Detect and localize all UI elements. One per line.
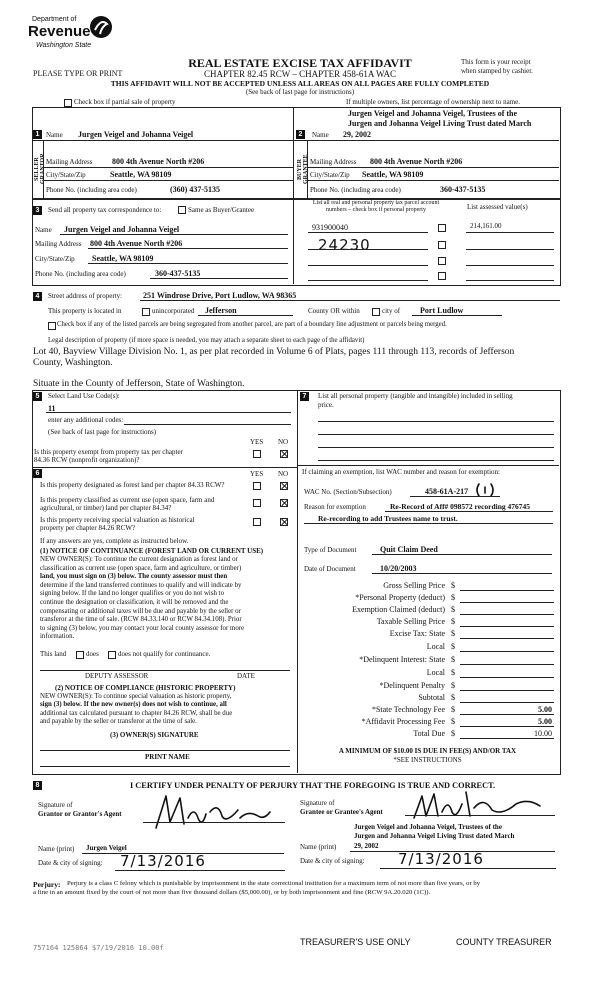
notice-continuance-text: NEW OWNER(S): To continue the current designation as forest land or classification as current use (open space, farm and agriculture, or timber) land, you must sign on (3) below. The county assessor must then determine if the land transferred continues to qualify and will indicate by signing below. If the land no longer qualifies or you do not wish to continue the designation or classification, it will be removed and the compensating or additional taxes will be due and payable by the seller or transferor at the time of sale. (RCW 84.33.140 or RCW 84.34.108). Prior to signing (3) below, you may contact your local county assessor for more information. bbox=[40, 556, 245, 641]
dollar-sign: $ bbox=[451, 617, 455, 626]
perjury-text-2: a fine in an amount fixed by the court of not more than five thousand dollars ($5,000.00), or by both imprisonment and fine (RCW 9A.20.020 (1C)). bbox=[33, 889, 431, 896]
section-3-badge: 3 bbox=[33, 206, 42, 215]
dollar-sign: $ bbox=[451, 729, 455, 738]
fee-label: Exemption Claimed (deduct) bbox=[352, 605, 445, 614]
historic-yes-checkbox[interactable] bbox=[253, 518, 261, 526]
legal-description-1[interactable]: Lot 40, Bayview Village Division No. 1, as per plat recorded in Volume 6 of Plats, pages 111 through 113, records of Jefferson bbox=[33, 347, 515, 357]
historic-question-2: property per chapter 84.26 RCW? bbox=[40, 524, 136, 532]
certify-statement: I CERTIFY UNDER PENALTY OF PERJURY THAT THE FOREGOING IS TRUE AND CORRECT. bbox=[130, 781, 496, 790]
tax-corr-city[interactable]: Seattle, WA 98109 bbox=[92, 254, 154, 263]
tax-corr-label: Send all property tax correspondence to: bbox=[48, 206, 162, 214]
receipt-note-2: when stamped by cashier. bbox=[461, 67, 533, 75]
buyer-city-label: City/State/Zip bbox=[310, 171, 350, 179]
wac-number[interactable]: 458-61A-217 bbox=[425, 487, 469, 496]
historic-question-1: Is this property receiving special valuation as historical bbox=[40, 516, 195, 524]
fee-label: Local bbox=[426, 668, 445, 677]
partial-sale-checkbox[interactable] bbox=[64, 99, 72, 107]
grantor-name-label: Name (print) bbox=[38, 845, 75, 853]
doc-type[interactable]: Quit Claim Deed bbox=[380, 545, 438, 554]
receipt-note-1: This form is your receipt bbox=[461, 58, 531, 66]
assessed-value-header: List assessed value(s) bbox=[467, 203, 528, 211]
seller-mail-label: Mailing Address bbox=[46, 158, 93, 166]
segregated-checkbox[interactable] bbox=[48, 322, 56, 330]
fee-value[interactable]: 5.00 bbox=[538, 717, 552, 726]
notice-compliance-title: (2) NOTICE OF COMPLIANCE (HISTORIC PROPERTY) bbox=[55, 684, 236, 692]
dollar-sign: $ bbox=[451, 593, 455, 602]
land-use-label: Select Land Use Code(s): bbox=[48, 392, 120, 400]
notice-continuance-title: (1) NOTICE OF CONTINUANCE (FOREST LAND OR CURRENT USE) bbox=[40, 547, 264, 555]
section-5-badge: 5 bbox=[33, 392, 42, 401]
personal-property-checkbox[interactable] bbox=[438, 241, 446, 249]
exempt-yes-checkbox[interactable] bbox=[253, 450, 261, 458]
land-does-not-checkbox[interactable] bbox=[108, 651, 116, 659]
this-land-label: This land bbox=[40, 650, 67, 658]
section-8-badge: 8 bbox=[33, 781, 42, 790]
buyer-phone[interactable]: 360-437-5135 bbox=[440, 185, 486, 194]
no-header-6: NO bbox=[278, 470, 289, 478]
agency-line3: Washington State bbox=[36, 42, 92, 49]
dollar-sign: $ bbox=[451, 693, 455, 702]
print-name-label: PRINT NAME bbox=[145, 753, 190, 761]
section-6-badge: 6 bbox=[33, 469, 42, 478]
buyer-phone-label: Phone No. (including area code) bbox=[310, 186, 401, 194]
deputy-date-label: DATE bbox=[237, 672, 255, 680]
land-use-code[interactable]: 11 bbox=[48, 404, 56, 413]
land-does-label: does bbox=[86, 650, 99, 658]
parcel-header-2: numbers – check box if personal property bbox=[326, 207, 426, 213]
dollar-sign: $ bbox=[451, 655, 455, 664]
dollar-sign: $ bbox=[451, 681, 455, 690]
fee-label: Gross Selling Price bbox=[383, 581, 445, 590]
seller-phone[interactable]: (360) 437-5135 bbox=[170, 185, 220, 194]
historic-no-checkbox[interactable] bbox=[280, 518, 288, 526]
property-city[interactable]: Port Ludlow bbox=[420, 306, 464, 315]
fee-value[interactable]: 5.00 bbox=[538, 705, 552, 714]
grantee-name-label: Name (print) bbox=[300, 843, 337, 851]
buyer-name-label: Name bbox=[312, 131, 329, 139]
doc-date[interactable]: 10/20/2003 bbox=[380, 564, 417, 573]
fee-label: *Affidavit Processing Fee bbox=[361, 717, 445, 726]
no-header-5: NO bbox=[278, 438, 289, 446]
section-1-badge: 1 bbox=[33, 130, 42, 139]
grantee-sig-label-2: Grantee or Grantee's Agent bbox=[300, 808, 383, 816]
personal-property-checkbox[interactable] bbox=[438, 257, 446, 265]
agency-logo bbox=[28, 14, 118, 56]
personal-property-label-1: List all personal property (tangible and intangible) included in selling bbox=[318, 392, 513, 400]
city-of-label: city of bbox=[382, 307, 401, 315]
personal-property-checkbox[interactable] bbox=[438, 224, 446, 232]
owner-signature-label: (3) OWNER(S) SIGNATURE bbox=[110, 731, 199, 739]
please-type: PLEASE TYPE OR PRINT bbox=[33, 69, 123, 78]
buyer-side-label: BUYER GRANTEE bbox=[297, 154, 309, 184]
fee-label: *Personal Property (deduct) bbox=[355, 593, 445, 602]
dollar-sign: $ bbox=[451, 717, 455, 726]
form-title: REAL ESTATE EXCISE TAX AFFIDAVIT bbox=[188, 56, 412, 70]
form-warning: THIS AFFIDAVIT WILL NOT BE ACCEPTED UNLESS ALL AREAS ON ALL PAGES ARE FULLY COMPLETED bbox=[110, 79, 490, 88]
buyer-city[interactable]: Seattle, WA 98109 bbox=[362, 170, 424, 179]
wac-label: WAC No. (Section/Subsection) bbox=[304, 488, 392, 496]
dollar-sign: $ bbox=[451, 629, 455, 638]
grantor-sig-label-2: Grantor or Grantor's Agent bbox=[38, 810, 122, 818]
tax-corr-mail-label: Mailing Address bbox=[35, 240, 82, 248]
exemption-reason-2[interactable]: Re-recording to add Trustees name to trust. bbox=[318, 514, 458, 523]
parcel-header-1: List all real and personal property tax parcel account bbox=[312, 200, 440, 206]
dollar-sign: $ bbox=[451, 668, 455, 677]
situate-line[interactable]: Situate in the County of Jefferson, State of Washington. bbox=[33, 379, 245, 389]
section-7-badge: 7 bbox=[300, 392, 309, 401]
see-instructions: *SEE INSTRUCTIONS bbox=[393, 756, 462, 764]
fee-label: Taxable Selling Price bbox=[376, 617, 445, 626]
fee-label: Total Due bbox=[413, 729, 445, 738]
same-as-buyer-checkbox[interactable] bbox=[178, 206, 186, 214]
land-does-not-label: does not qualify for continuance. bbox=[118, 650, 211, 658]
personal-property-label-2: price. bbox=[318, 401, 334, 409]
exempt-no-checkbox[interactable] bbox=[280, 450, 288, 458]
grantee-name-top-1: Jurgen Veigel and Johanna Veigel, Trustees of the bbox=[354, 823, 502, 831]
dollar-sign: $ bbox=[451, 605, 455, 614]
property-county[interactable]: Jefferson bbox=[205, 306, 237, 315]
fee-label: Excise Tax: State bbox=[389, 629, 445, 638]
current-use-no-checkbox[interactable] bbox=[280, 499, 288, 507]
grantor-print-name[interactable]: Jurgen Veigel bbox=[86, 844, 127, 852]
grantor-sig-label-1: Signature of bbox=[38, 801, 73, 809]
perjury-label: Perjury: bbox=[33, 880, 61, 889]
reason-label: Reason for exemption bbox=[304, 503, 366, 511]
dollar-sign: $ bbox=[451, 642, 455, 651]
dollar-sign: $ bbox=[451, 581, 455, 590]
grantor-signature[interactable] bbox=[148, 788, 278, 832]
exempt-question-1: Is this property exempt from property tax per chapter bbox=[34, 448, 183, 456]
perjury-text-1: Perjury is a class C felony which is punishable by imprisonment in the state correctional institution for a maximum term of not more than five years, or by bbox=[67, 880, 481, 887]
county-label: County OR within bbox=[308, 307, 360, 315]
buyer-name[interactable]: 29, 2002 bbox=[343, 130, 371, 139]
legal-label: Legal description of property (if more space is needed, you may attach a separate sheet to each page of the affidavit) bbox=[48, 337, 365, 344]
current-use-question-1: Is this property classified as current use (open space, farm and bbox=[40, 496, 215, 504]
dollar-sign: $ bbox=[451, 705, 455, 714]
if-yes-note: If any answers are yes, complete as instructed below. bbox=[40, 537, 189, 545]
section-2-badge: 2 bbox=[296, 130, 305, 139]
grantee-print-name[interactable]: 29, 2002 bbox=[354, 842, 379, 850]
grantee-name-top-2: Jurgen and Johanna Veigel Living Trust dated March bbox=[354, 832, 515, 840]
grantee-date-label: Date & city of signing: bbox=[300, 857, 365, 865]
grantee-signature[interactable] bbox=[408, 786, 548, 822]
fee-label: Subtotal bbox=[418, 693, 445, 702]
seller-mail[interactable]: 800 4th Avenue North #206 bbox=[112, 157, 205, 166]
assessed-value[interactable]: 214,161.00 bbox=[470, 222, 502, 230]
forest-yes-checkbox[interactable] bbox=[253, 482, 261, 490]
tax-corr-city-label: City/State/Zip bbox=[35, 255, 75, 263]
grantee-signing-date[interactable]: 7/13/2016 bbox=[398, 850, 484, 868]
unincorporated-label: unincorporated bbox=[152, 307, 195, 315]
within-city-checkbox[interactable] bbox=[372, 308, 380, 316]
fee-label: Local bbox=[426, 642, 445, 651]
land-use-see-back: (See back of last page for instructions) bbox=[48, 428, 157, 436]
current-use-yes-checkbox[interactable] bbox=[253, 499, 261, 507]
fee-value[interactable]: 10.00 bbox=[534, 729, 552, 738]
agency-line1: Department of bbox=[32, 16, 77, 23]
segregated-label: Check box if any of the listed parcels are being segregated from another parcel, are part of a boundary line adjustment or parcels being merged. bbox=[57, 321, 447, 328]
exempt-question-2: 84.36 RCW (nonprofit organization)? bbox=[34, 456, 140, 464]
legal-description-2[interactable]: County, Washington. bbox=[33, 358, 113, 368]
grantee-sig-label-1: Signature of bbox=[300, 799, 335, 807]
form-chapter: CHAPTER 82.45 RCW – CHAPTER 458-61A WAC bbox=[204, 69, 396, 79]
street-label: Street address of property: bbox=[48, 292, 123, 300]
tax-corr-phone-label: Phone No. (including area code) bbox=[35, 270, 126, 278]
parcel-number-handwritten[interactable]: 24230 bbox=[318, 236, 371, 254]
forest-no-checkbox[interactable] bbox=[280, 482, 288, 490]
grantor-date-label: Date & city of signing: bbox=[38, 859, 103, 867]
land-does-checkbox[interactable] bbox=[76, 651, 84, 659]
tax-corr-name[interactable]: Jurgen Veigel and Johanna Veigel bbox=[64, 225, 180, 234]
buyer-mail[interactable]: 800 4th Avenue North #206 bbox=[370, 157, 463, 166]
form-see-back: (See back of last page for instructions) bbox=[245, 88, 355, 96]
tax-corr-phone[interactable]: 360-437-5135 bbox=[155, 269, 201, 278]
cashier-stamp: 757164 125864 $7/19/2016 10.00f bbox=[33, 944, 164, 952]
treasurer-use-only: TREASURER'S USE ONLY bbox=[300, 937, 411, 947]
buyer-name-top-2: Jurgen and Johanna Veigel Living Trust dated March bbox=[348, 119, 532, 128]
grantor-signing-date[interactable]: 7/13/2016 bbox=[120, 852, 206, 870]
located-label: This property is located in bbox=[48, 307, 122, 315]
seller-city[interactable]: Seattle, WA 98109 bbox=[110, 170, 172, 179]
parcel-number[interactable]: 931900040 bbox=[312, 223, 348, 232]
seller-phone-label: Phone No. (including area code) bbox=[46, 186, 137, 194]
seller-city-label: City/State/Zip bbox=[46, 171, 86, 179]
additional-codes-label: enter any additional codes: bbox=[48, 416, 124, 424]
same-as-buyer-label: Same as Buyer/Grantee bbox=[188, 206, 255, 214]
tax-corr-name-label: Name bbox=[35, 226, 52, 234]
multi-owner-note: If multiple owners, list percentage of ownership next to name. bbox=[346, 98, 520, 106]
county-treasurer: COUNTY TREASURER bbox=[456, 937, 552, 947]
fee-label: *Delinquent Interest: State bbox=[359, 655, 445, 664]
section-4-badge: 4 bbox=[33, 292, 42, 301]
agency-line2: Revenue bbox=[28, 23, 91, 40]
yes-header-5: YES bbox=[250, 438, 264, 446]
yes-header-6: YES bbox=[250, 470, 264, 478]
seller-name[interactable]: Jurgen Veigel and Johanna Veigel bbox=[78, 130, 194, 139]
buyer-mail-label: Mailing Address bbox=[310, 158, 357, 166]
exemption-reason-1[interactable]: Re-Record of Aff# 098572 recording 476745 bbox=[390, 502, 531, 511]
forest-question: Is this property designated as forest land per chapter 84.33 RCW? bbox=[40, 481, 225, 489]
doc-date-label: Date of Document bbox=[304, 565, 356, 573]
minimum-due-note: A MINIMUM OF $10.00 IS DUE IN FEE(S) AND/OR TAX bbox=[338, 747, 517, 755]
buyer-name-top-1: Jurgen Veigel and Johanna Veigel, Trustees of the bbox=[348, 109, 518, 118]
partial-sale-label: Check box if partial sale of property bbox=[74, 98, 176, 106]
notice-compliance-text: NEW OWNER(S): To continue special valuation as historic property, sign (3) below. If the new owner(s) does not wish to continue, all additional tax calculated pursuant to chapter 84.26 RCW, shall be due and payable by the seller or transferor at the time of sale. bbox=[40, 693, 233, 726]
fee-label: *State Technology Fee bbox=[371, 705, 445, 714]
property-street[interactable]: 251 Windrose Drive, Port Ludlow, WA 98365 bbox=[143, 291, 297, 300]
deputy-assessor-label: DEPUTY ASSESSOR bbox=[85, 672, 149, 680]
seller-name-label: Name bbox=[46, 131, 63, 139]
tax-corr-mail[interactable]: 800 4th Avenue North #206 bbox=[90, 239, 183, 248]
exemption-label: If claiming an exemption, list WAC number and reason for exemption: bbox=[302, 468, 500, 476]
agency-seal-icon bbox=[88, 14, 114, 40]
unincorporated-checkbox[interactable] bbox=[142, 308, 150, 316]
doc-type-label: Type of Document bbox=[304, 546, 357, 554]
current-use-question-2: agricultural, or timber) land per chapter 84.34? bbox=[40, 504, 172, 512]
fee-label: *Delinquent Penalty bbox=[379, 681, 445, 690]
personal-property-checkbox[interactable] bbox=[438, 272, 446, 280]
seller-side-label: SELLER GRANTOR bbox=[34, 153, 46, 185]
